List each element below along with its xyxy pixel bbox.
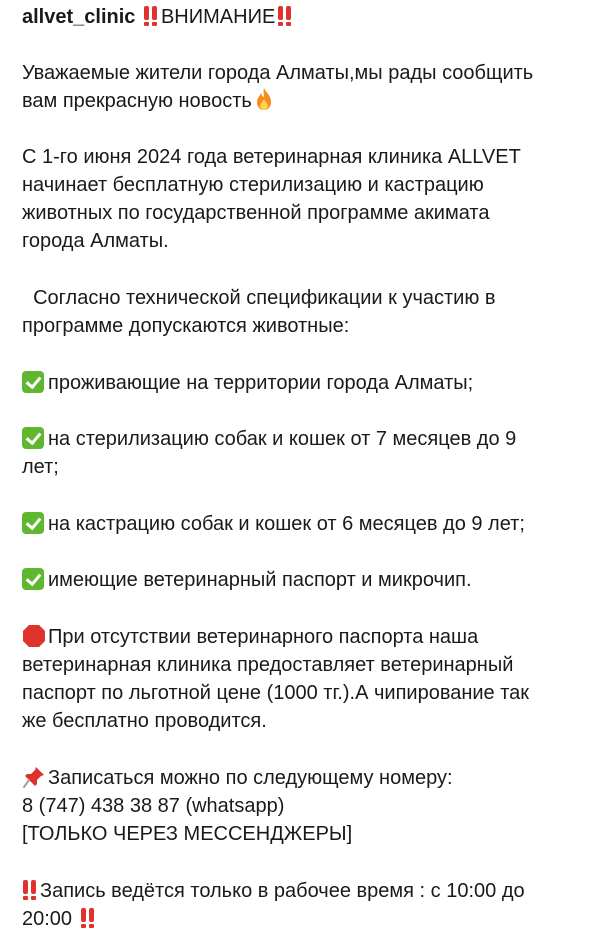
passport-note-line-1: [22, 623, 478, 651]
check-mark-icon: [22, 371, 44, 393]
double-exclamation-icon: [143, 6, 159, 26]
greeting-text: вам прекрасную новость: [22, 90, 252, 112]
hours-line-2: [22, 905, 98, 933]
pushpin-icon: [22, 765, 46, 789]
check-mark-icon: [22, 568, 44, 590]
condition-item: [22, 369, 473, 397]
announcement-line-4: города Алматы.: [22, 230, 169, 252]
condition-item: [22, 510, 525, 538]
spec-line-2: программе допускаются животные:: [22, 315, 350, 337]
hours-text: Запись ведётся только в рабочее время : с 10:00 до: [40, 880, 525, 902]
username-link[interactable]: allvet_clinic: [22, 6, 136, 28]
contact-text: Записаться можно по следующему номеру:: [48, 767, 453, 789]
condition-text: на стерилизацию собак и кошек от 7 месяцев до 9: [48, 428, 517, 450]
condition-item: [22, 566, 472, 594]
double-exclamation-icon: [22, 880, 38, 900]
fire-icon: [254, 87, 274, 111]
double-exclamation-icon: [80, 908, 96, 928]
stop-sign-icon: [22, 624, 46, 648]
passport-note-line-3: паспорт по льготной цене (1000 тг.).А чипирование так: [22, 682, 530, 704]
hours-line-1: [22, 877, 525, 905]
greeting-line-1: Уважаемые жители города Алматы,мы рады сообщить: [22, 62, 534, 84]
contact-line-1: [22, 764, 453, 792]
spec-line-1: [22, 284, 496, 312]
check-mark-icon: [22, 512, 44, 534]
condition-text: проживающие на территории города Алматы;: [48, 372, 474, 394]
double-exclamation-icon: [277, 6, 293, 26]
announcement-line-3: животных по государственной программе акимата: [22, 202, 490, 224]
caption-header: [22, 3, 295, 31]
greeting-line-2: [22, 87, 274, 115]
phone-number[interactable]: 8 (747) 438 38 87 (whatsapp): [22, 795, 285, 817]
announcement-line-1: С 1-го июня 2024 года ветеринарная клиника ALLVET: [22, 146, 521, 168]
spec-text-1: Согласно технической спецификации к участию в: [22, 287, 496, 309]
announcement-line-2: начинает бесплатную стерилизацию и кастрацию: [22, 174, 484, 196]
condition-text: на кастрацию собак и кошек от 6 месяцев до 9 лет;: [48, 513, 525, 535]
condition-continuation: лет;: [22, 456, 59, 478]
passport-note-line-2: ветеринарная клиника предоставляет ветеринарный: [22, 654, 514, 676]
messenger-note: [ТОЛЬКО ЧЕРЕЗ МЕССЕНДЖЕРЫ]: [22, 823, 353, 845]
condition-item: [22, 425, 516, 453]
passport-note-line-4: же бесплатно проводится.: [22, 710, 267, 732]
passport-note-text: При отсутствии ветеринарного паспорта наша: [48, 626, 479, 648]
check-mark-icon: [22, 427, 44, 449]
heading-text: ВНИМАНИЕ: [160, 6, 276, 28]
hours-time: 20:00: [22, 908, 73, 930]
condition-text: имеющие ветеринарный паспорт и микрочип.: [48, 569, 472, 591]
